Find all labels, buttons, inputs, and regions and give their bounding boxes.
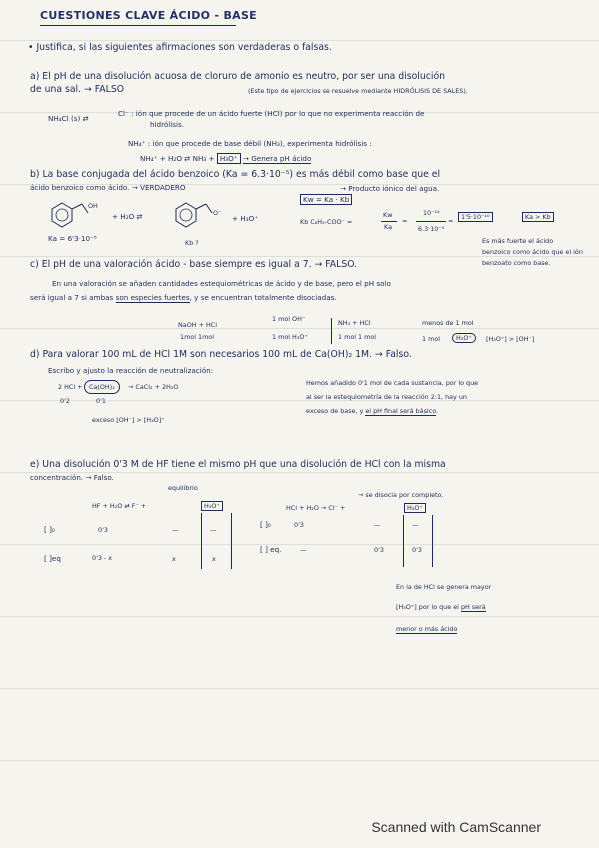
b-eq-sign2: =	[448, 217, 454, 225]
e-col-left	[201, 513, 202, 569]
c-menos: menos de 1 mol	[422, 319, 474, 327]
b-kw-box: Kw = Ka · Kb	[300, 196, 352, 203]
c-h3o: 1 mol H₃O⁺	[272, 333, 308, 341]
b-line1: b) La base conjugada del ácido benzoico (Ka = 6.3·10⁻⁵) es más débil como base que el	[30, 169, 441, 180]
c-comparison: [H₃O⁺] > [OH⁻]	[486, 335, 535, 343]
a-line2: de una sal. → FALSO	[30, 84, 125, 95]
b-frac1-num: Kw	[383, 211, 393, 219]
b-note3: benzoato como base.	[482, 259, 551, 267]
e-equilibrio: equilibrio	[168, 484, 198, 492]
c-h3o-circled: H₃O⁺	[452, 333, 476, 343]
c-line2: En una valoración se añaden cantidades estequiométricas de ácido y de base, pero el pH solo	[52, 279, 391, 288]
c-nh3: NH₃ + HCl	[338, 319, 371, 327]
e-line1: e) Una disolución 0'3 M de HF tiene el mismo pH que una disolución de HCl con la misma	[30, 459, 446, 470]
d-n1: 0'2	[60, 397, 70, 405]
page-title: CUESTIONES CLAVE ÁCIDO - BASE	[40, 9, 257, 22]
e-hcl-v03c: 0'3	[412, 546, 422, 554]
c-divider	[331, 318, 332, 344]
b-rxn-mid: + H₂O ⇄	[112, 212, 143, 221]
a-cl-note2: hidrólisis.	[150, 120, 185, 129]
d-line2: Escribo y ajusto la reacción de neutralización:	[48, 366, 214, 375]
b-frac2-den: 6.3·10⁻⁵	[418, 225, 445, 233]
d-r2: → CaCl₂ + 2H₂O	[128, 383, 179, 391]
a-salt: NH₄Cl (s) ⇄	[48, 114, 89, 123]
scanner-watermark: Scanned with CamScanner	[371, 819, 541, 835]
b-ka: Ka = 6'3·10⁻⁵	[48, 234, 97, 243]
c-line1: c) El pH de una valoración ácido - base siempre es igual a 7. → FALSO.	[30, 259, 358, 270]
e-n2: [H₃O⁺] por lo que el pH será	[396, 603, 486, 611]
b-kb-eq: Kb C₆H₅-COO⁻ =	[300, 218, 353, 226]
e-n3: menor o más ácido	[396, 625, 458, 633]
e-hcl-c0: [ ]₀	[260, 520, 271, 529]
b-rxn-end: + H₃O⁺	[232, 214, 259, 223]
frac2-bar	[416, 221, 446, 222]
e-x2: x	[212, 555, 216, 563]
b-frac1-den: Ka	[384, 223, 392, 231]
e-dash2: —	[210, 526, 217, 534]
e-hcl-ceq: [ ] eq.	[260, 545, 282, 554]
d-e3: exceso de base, y el pH final será básico.	[306, 407, 439, 415]
c-mol1: 1mol 1mol	[180, 333, 214, 341]
e-v03x: 0'3 - x	[92, 554, 113, 562]
c-mol3: 1 mol	[422, 335, 441, 343]
e-col-right	[231, 513, 232, 569]
d-line1: d) Para valorar 100 mL de HCl 1M son necesarios 100 mL de Ca(OH)₂ 1M. → Falso.	[30, 349, 412, 360]
b-ka-gt-kb: Ka > Kb	[522, 214, 554, 220]
e-hcl-v03b: 0'3	[374, 546, 384, 554]
e-ceq: [ ]eq	[44, 554, 61, 563]
e-hcl-col-left	[403, 515, 404, 567]
d-n2: 0'1	[96, 397, 106, 405]
b-ominus-label: O⁻	[213, 209, 222, 217]
title-underline	[40, 25, 236, 26]
b-oh-label: OH	[88, 202, 98, 210]
e-hcl-rxn: HCl + H₂O → Cl⁻ +	[286, 504, 346, 512]
e-hcl-col-right	[432, 515, 433, 567]
e-c0: [ ]₀	[44, 525, 55, 534]
c-oh: 1 mol OH⁻	[272, 315, 306, 323]
a-h3o-box: H₃O⁺	[217, 153, 241, 164]
e-dash1: —	[172, 526, 179, 534]
e-line2: concentración. → Falso.	[30, 473, 114, 482]
b-kb: Kb ?	[185, 239, 199, 247]
d-e2: al ser la estequiometría de la reacción 2:1, hay un	[306, 393, 467, 401]
a-nh4-note: NH₄⁺ : ión que procede de base débil (NH₃), experimenta hidrólisis :	[128, 139, 372, 148]
c-mol2: 1 mol 1 mol	[338, 333, 377, 341]
e-hf-rxn: HF + H₂O ⇄ F⁻ +	[92, 502, 147, 510]
a-method-note: (Este tipo de ejercicios se resuelve mediante HIDRÓLISIS DE SALES).	[248, 87, 468, 95]
c-naoh: NaOH + HCl	[178, 321, 217, 329]
b-note2: benzoico como ácido que el ión	[482, 248, 583, 256]
b-frac2-num: 10⁻¹⁴	[423, 209, 440, 217]
e-hcl-h3o-box: H₃O⁺	[404, 505, 426, 511]
b-line2: ácido benzoico como ácido. → VERDADERO	[30, 183, 186, 192]
intro-line: • Justifica, si las siguientes afirmaciones son verdaderas o falsas.	[28, 42, 332, 53]
b-note1: Es más fuerte el ácido	[482, 237, 554, 245]
e-hcl-dash3: —	[412, 521, 419, 529]
e-hcl-dash2: —	[374, 521, 381, 529]
a-line1: a) El pH de una disolución acuosa de cloruro de amonio es neutro, por ser una disolución	[30, 71, 446, 82]
d-caoh2-circled: Ca(OH)₂	[84, 380, 120, 394]
e-n1: En la de HCl se genera mayor	[396, 583, 492, 591]
b-kw-note: → Producto iónico del agua.	[340, 184, 440, 193]
c-line3: será igual a 7 si ambas son especies fuertes, y se encuentran totalmente disociadas.	[30, 293, 337, 302]
e-hcl-v03: 0'3	[294, 521, 304, 529]
e-x1: x	[172, 555, 176, 563]
e-h3o-box: H₃O⁺	[201, 503, 223, 509]
b-eq-sign: =	[402, 217, 408, 225]
e-hcl-dash: —	[300, 546, 307, 554]
d-exceso: exceso [OH⁻] > [H₃O]⁺	[92, 416, 165, 424]
frac1-bar	[381, 221, 397, 222]
a-hydrolysis-rxn: NH₄⁺ + H₂O ⇄ NH₃ + H₃O⁺ → Genera pH ácido	[140, 154, 312, 163]
d-e1: Hemos añadido 0'1 mol de cada sustancia, por lo que	[306, 379, 479, 387]
e-disoc: → se disocia por completo.	[358, 491, 444, 499]
b-result: 1'5·10⁻¹⁰	[458, 214, 493, 220]
a-cl-note: Cl⁻ : ión que procede de un ácido fuerte (HCl) por lo que no experimenta reacción de	[118, 109, 425, 118]
e-v03: 0'3	[98, 526, 108, 534]
d-r1: 2 HCl +	[58, 383, 83, 391]
